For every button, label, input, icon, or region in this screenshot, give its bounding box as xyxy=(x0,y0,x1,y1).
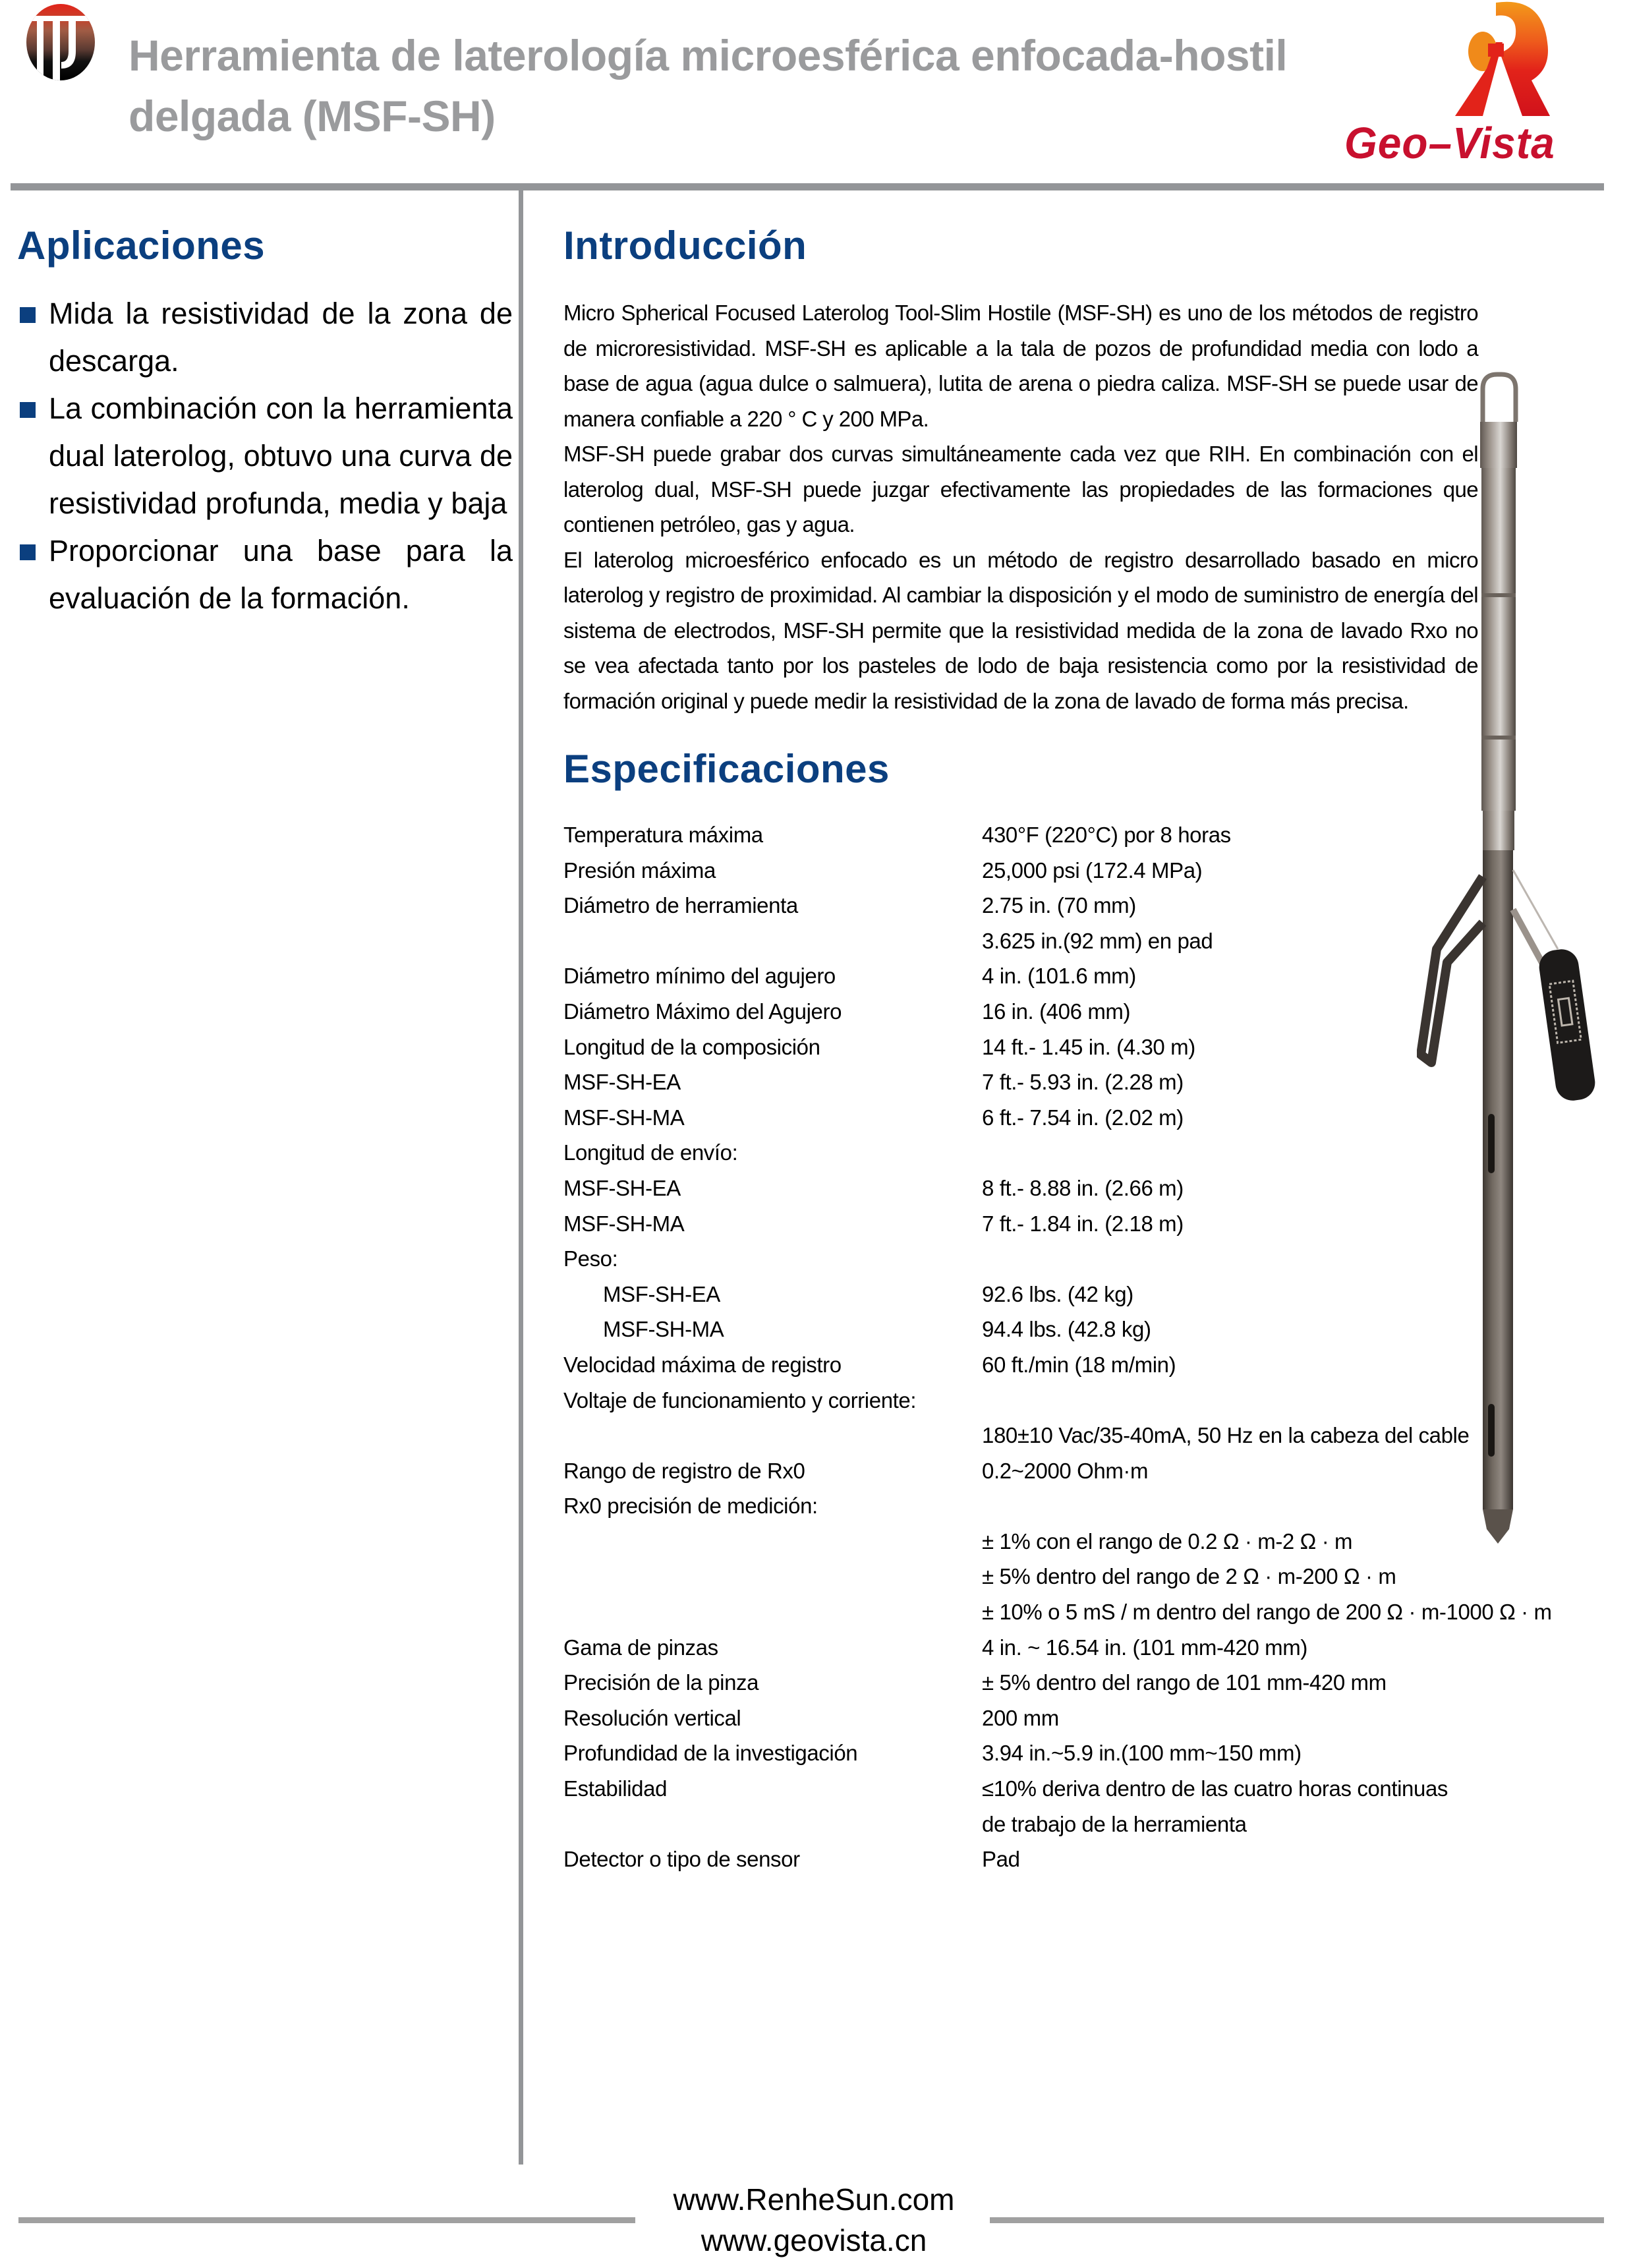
spec-value: 3.625 in.(92 mm) en pad xyxy=(982,928,1213,953)
spec-value: 14 ft.- 1.45 in. (4.30 m) xyxy=(982,1034,1195,1059)
list-item xyxy=(17,385,513,527)
spec-label: Diámetro mínimo del agujero xyxy=(563,964,836,989)
list-item-text: La combinación con la herramienta dual laterolog, obtuvo una curva de resistividad profunda, media y baja xyxy=(49,392,513,520)
footer-divider-left xyxy=(18,2217,635,2223)
list-item xyxy=(17,527,513,622)
spec-value: 16 in. (406 mm) xyxy=(982,999,1131,1024)
spec-label: Velocidad máxima de registro xyxy=(563,1352,842,1377)
spec-label: Rango de registro de Rx0 xyxy=(563,1458,805,1483)
spec-value: 2.75 in. (70 mm) xyxy=(982,893,1136,918)
spec-label: Profundidad de la investigación xyxy=(563,1741,858,1766)
spec-label: Estabilidad xyxy=(563,1776,668,1801)
title-line-1: Herramienta de laterología microesférica enfocada-hostil xyxy=(129,31,1288,80)
spec-label: Voltaje de funcionamiento y corriente: xyxy=(563,1387,917,1412)
footer-link-renhesun[interactable]: www.RenheSun.com xyxy=(673,2182,955,2217)
spec-value: Pad xyxy=(982,1847,1020,1872)
spec-label: Temperatura máxima xyxy=(563,823,763,847)
spec-label: MSF-SH-MA xyxy=(563,1105,685,1130)
intro-paragraph: MSF-SH puede grabar dos curvas simultáneamente cada vez que RIH. En combinación con el laterolog dual, MSF-SH puede juzgar efectivamente las propiedades de las formaciones que contienen petróleo, gas y agua. xyxy=(563,442,1478,537)
brand-name: Geo–Vista xyxy=(1344,118,1555,168)
applications-heading: Aplicaciones xyxy=(17,223,266,268)
intro-paragraph: Micro Spherical Focused Laterolog Tool-Slim Hostile (MSF-SH) es uno de los métodos de registro de microresistividad. MSF-SH es aplicable a la tala de pozos de profundidad media con lodo a base de agua (agua dulce o salmuera), lutita de arena o piedra caliza. MSF-SH se puede usar de manera confiable a 220 ° C y 200 MPa. xyxy=(563,301,1478,431)
spec-label: MSF-SH-EA xyxy=(563,1070,681,1095)
footer-link-geovista[interactable]: www.geovista.cn xyxy=(701,2223,927,2257)
spec-row xyxy=(563,1630,1631,1666)
spec-row xyxy=(563,1735,1631,1771)
spec-value: 3.94 in.~5.9 in.(100 mm~150 mm) xyxy=(982,1741,1302,1766)
spec-label: Precisión de la pinza xyxy=(563,1670,759,1695)
spec-row xyxy=(563,1842,1631,1877)
spec-row xyxy=(563,1594,1631,1630)
spec-row xyxy=(563,1771,1631,1807)
spec-value: 4 in. ~ 16.54 in. (101 mm-420 mm) xyxy=(982,1635,1307,1660)
spec-label: Diámetro Máximo del Agujero xyxy=(563,999,842,1024)
spec-label: Presión máxima xyxy=(563,858,716,883)
list-item-text: Proporcionar una base para la evaluación de la formación. xyxy=(49,534,513,615)
spec-row xyxy=(563,1665,1631,1701)
spec-value: 25,000 psi (172.4 MPa) xyxy=(982,858,1203,883)
renhesun-logo-icon xyxy=(18,1,103,80)
spec-value: 180±10 Vac/35-40mA, 50 Hz en la cabeza del cable xyxy=(982,1423,1470,1448)
spec-value: ± 5% dentro del rango de 101 mm-420 mm xyxy=(982,1670,1387,1695)
spec-value: ± 10% o 5 mS / m dentro del rango de 200 Ω · m-1000 Ω · m xyxy=(982,1600,1552,1625)
spec-value: 430°F (220°C) por 8 horas xyxy=(982,823,1231,847)
spec-value: 0.2~2000 Ohm·m xyxy=(982,1458,1149,1483)
spec-label: MSF-SH-EA xyxy=(603,1281,720,1306)
column-divider xyxy=(519,190,523,2165)
spec-label: MSF-SH-MA xyxy=(563,1211,685,1236)
spec-label: Longitud de la composición xyxy=(563,1034,820,1059)
spec-value: 4 in. (101.6 mm) xyxy=(982,964,1136,989)
footer-divider-right xyxy=(990,2217,1604,2223)
list-item xyxy=(17,290,513,385)
spec-value: 8 ft.- 8.88 in. (2.66 m) xyxy=(982,1175,1184,1200)
spec-row xyxy=(563,1701,1631,1736)
spec-label: Longitud de envío: xyxy=(563,1140,738,1165)
spec-value: 60 ft./min (18 m/min) xyxy=(982,1352,1176,1377)
spec-label: Rx0 precisión de medición: xyxy=(563,1494,818,1519)
spec-value: 92.6 lbs. (42 kg) xyxy=(982,1281,1133,1306)
list-item-text: Mida la resistividad de la zona de descarga. xyxy=(49,297,513,378)
msf-sh-tool-image xyxy=(1417,369,1633,1569)
spec-value: ± 5% dentro del rango de 2 Ω · m-200 Ω · m xyxy=(982,1564,1396,1589)
square-bullet-icon xyxy=(20,307,36,323)
spec-value: de trabajo de la herramienta xyxy=(982,1811,1247,1836)
specifications-heading: Especificaciones xyxy=(563,747,890,791)
spec-label: MSF-SH-MA xyxy=(603,1317,724,1342)
spec-label: Gama de pinzas xyxy=(563,1635,718,1660)
spec-value: 7 ft.- 1.84 in. (2.18 m) xyxy=(982,1211,1184,1236)
spec-value: 94.4 lbs. (42.8 kg) xyxy=(982,1317,1151,1342)
spec-label: Detector o tipo de sensor xyxy=(563,1847,800,1872)
header-divider xyxy=(11,183,1604,190)
spec-label: Diámetro de herramienta xyxy=(563,893,798,918)
introduction-body xyxy=(563,295,1478,718)
square-bullet-icon xyxy=(20,544,36,560)
title-line-2: delgada (MSF-SH) xyxy=(129,92,496,140)
spec-value: 6 ft.- 7.54 in. (2.02 m) xyxy=(982,1105,1184,1130)
applications-list xyxy=(17,290,513,622)
page-title xyxy=(129,25,1381,146)
spec-label: MSF-SH-EA xyxy=(563,1175,681,1200)
spec-value: 7 ft.- 5.93 in. (2.28 m) xyxy=(982,1070,1184,1095)
spec-label: Resolución vertical xyxy=(563,1705,741,1730)
square-bullet-icon xyxy=(20,402,36,418)
spec-value: ± 1% con el rango de 0.2 Ω · m-2 Ω · m xyxy=(982,1528,1353,1554)
spec-row xyxy=(563,1807,1631,1842)
introduction-heading: Introducción xyxy=(563,223,807,268)
spec-value: ≤10% deriva dentro de las cuatro horas continuas xyxy=(982,1776,1448,1801)
intro-paragraph: El laterolog microesférico enfocado es un método de registro desarrollado basado en micro laterolog y registro de proximidad. Al cambiar la disposición y el modo de suministro de energía del sistema de electrodos, MSF-SH permite que la resistividad medida de la zona de lavado Rxo no se vea afectada tanto por los pasteles de lodo de baja resistencia como por la resistividad de formación original y puede medir la resistividad de la zona de lavado de forma más precisa. xyxy=(563,547,1478,713)
spec-label: Peso: xyxy=(563,1246,618,1271)
spec-value: 200 mm xyxy=(982,1705,1059,1730)
